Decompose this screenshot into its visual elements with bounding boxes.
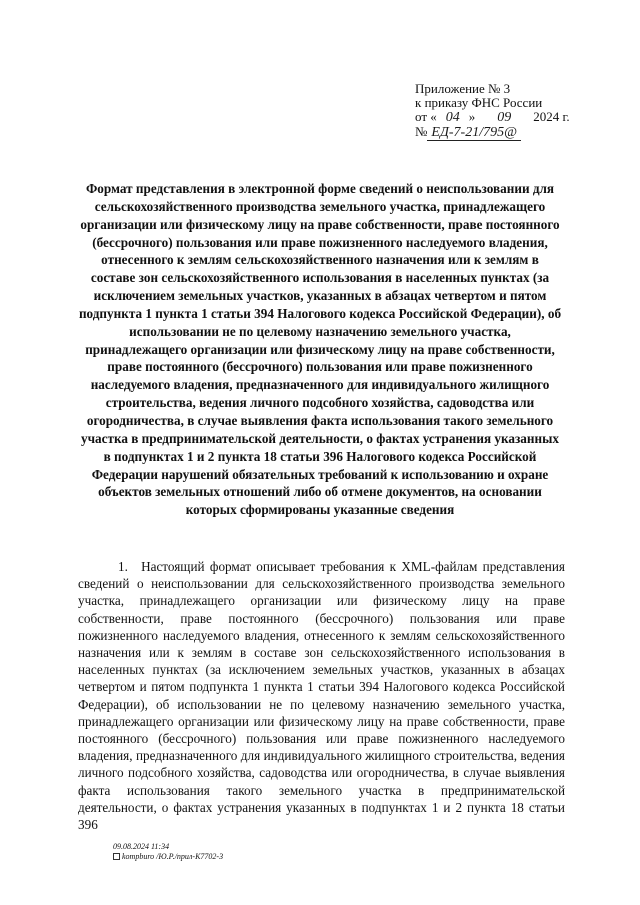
order-number-handwritten: ЕД-7-21/795@ xyxy=(427,126,521,141)
body-paragraph: 1. Настоящий формат описывает требования к XML-файлам представления сведений о неиспользовании для сельскохозяйственного производства земельного участка, принадлежащего организации или физическому лицу на праве собственности, праве постоянного (бессрочного) пользования или праве пожизненного наследуемого владения, отнесенного к землям сельскохозяйственного назначения или к землям в составе зон сельскохозяйственного использования в населенных пунктах (за исключением земельных участков, указанных в абзацах четвертом и пятом подпункта 1 пункта 1 статьи 394 Налогового кодекса Российской Федерации), об использовании не по целевому назначению земельного участка, принадлежащего организации или физическому лицу на праве собственности, праве постоянного (бессрочного) пользования или праве пожизненного наследуемого владения, предназначенного для индивидуального жилищного строительства, ведения личного подсобного хозяйства, садоводства или огородничества, в случае выявления факта использования такого земельного участка в предпринимательской деятельности, о фактах устранения указанных в подпунктах 1 и 2 пункта 18 статьи 396 xyxy=(78,559,565,833)
number-prefix: № xyxy=(415,124,428,139)
date-prefix: от « xyxy=(415,109,437,124)
date-year: 2024 г. xyxy=(533,109,570,124)
footer-file-line xyxy=(113,852,223,862)
appendix-title: Приложение № 3 xyxy=(415,81,511,96)
footer-timestamp: 09.08.2024 11:34 xyxy=(113,842,170,851)
date-month-handwritten: 09 xyxy=(497,110,512,125)
document-icon xyxy=(113,853,120,860)
footer-stamp xyxy=(113,842,223,862)
appendix-number xyxy=(415,125,570,141)
date-mid: » xyxy=(468,109,476,124)
footer-file-ref: kompburo /Ю.Р./прил-К7702-3 xyxy=(122,852,224,861)
document-title: Формат представления в электронной форме сведений о неиспользовании для сельскохозяйственного производства земельного участка, принадлежащего организации или физическому лицу на праве собственности, праве постоянного (бессрочного) пользования или праве пожизненного наследуемого владения, отнесенного к землям сельскохозяйственного назначения или к землям в составе зон сельскохозяйственного использования в населенных пунктах (за исключением земельных участков, указанных в абзацах четвертом и пятом подпункта 1 пункта 1 статьи 394 Налогового кодекса Российской Федерации), об использовании не по целевому назначению земельного участка, принадлежащего организации или физическому лицу на праве собственности, праве постоянного (бессрочного) пользования или праве пожизненного наследуемого владения, предназначенного для индивидуального жилищного строительства, ведения личного подсобного хозяйства, садоводства или огородничества, в случае выявления факта использования такого земельного участка в предпринимательской деятельности, о фактах устранения указанных в подпунктах 1 и 2 пункта 18 статьи 396 Налогового кодекса Российской Федерации нарушений обязательных требований к использованию и охране объектов земельных отношений либо об отмене документов, на основании которых сформированы указанные сведения xyxy=(78,181,562,518)
appendix-date xyxy=(415,110,570,125)
appendix-block xyxy=(415,82,570,141)
appendix-order-of: к приказу ФНС России xyxy=(415,95,543,110)
date-day-handwritten: 04 xyxy=(445,110,460,125)
